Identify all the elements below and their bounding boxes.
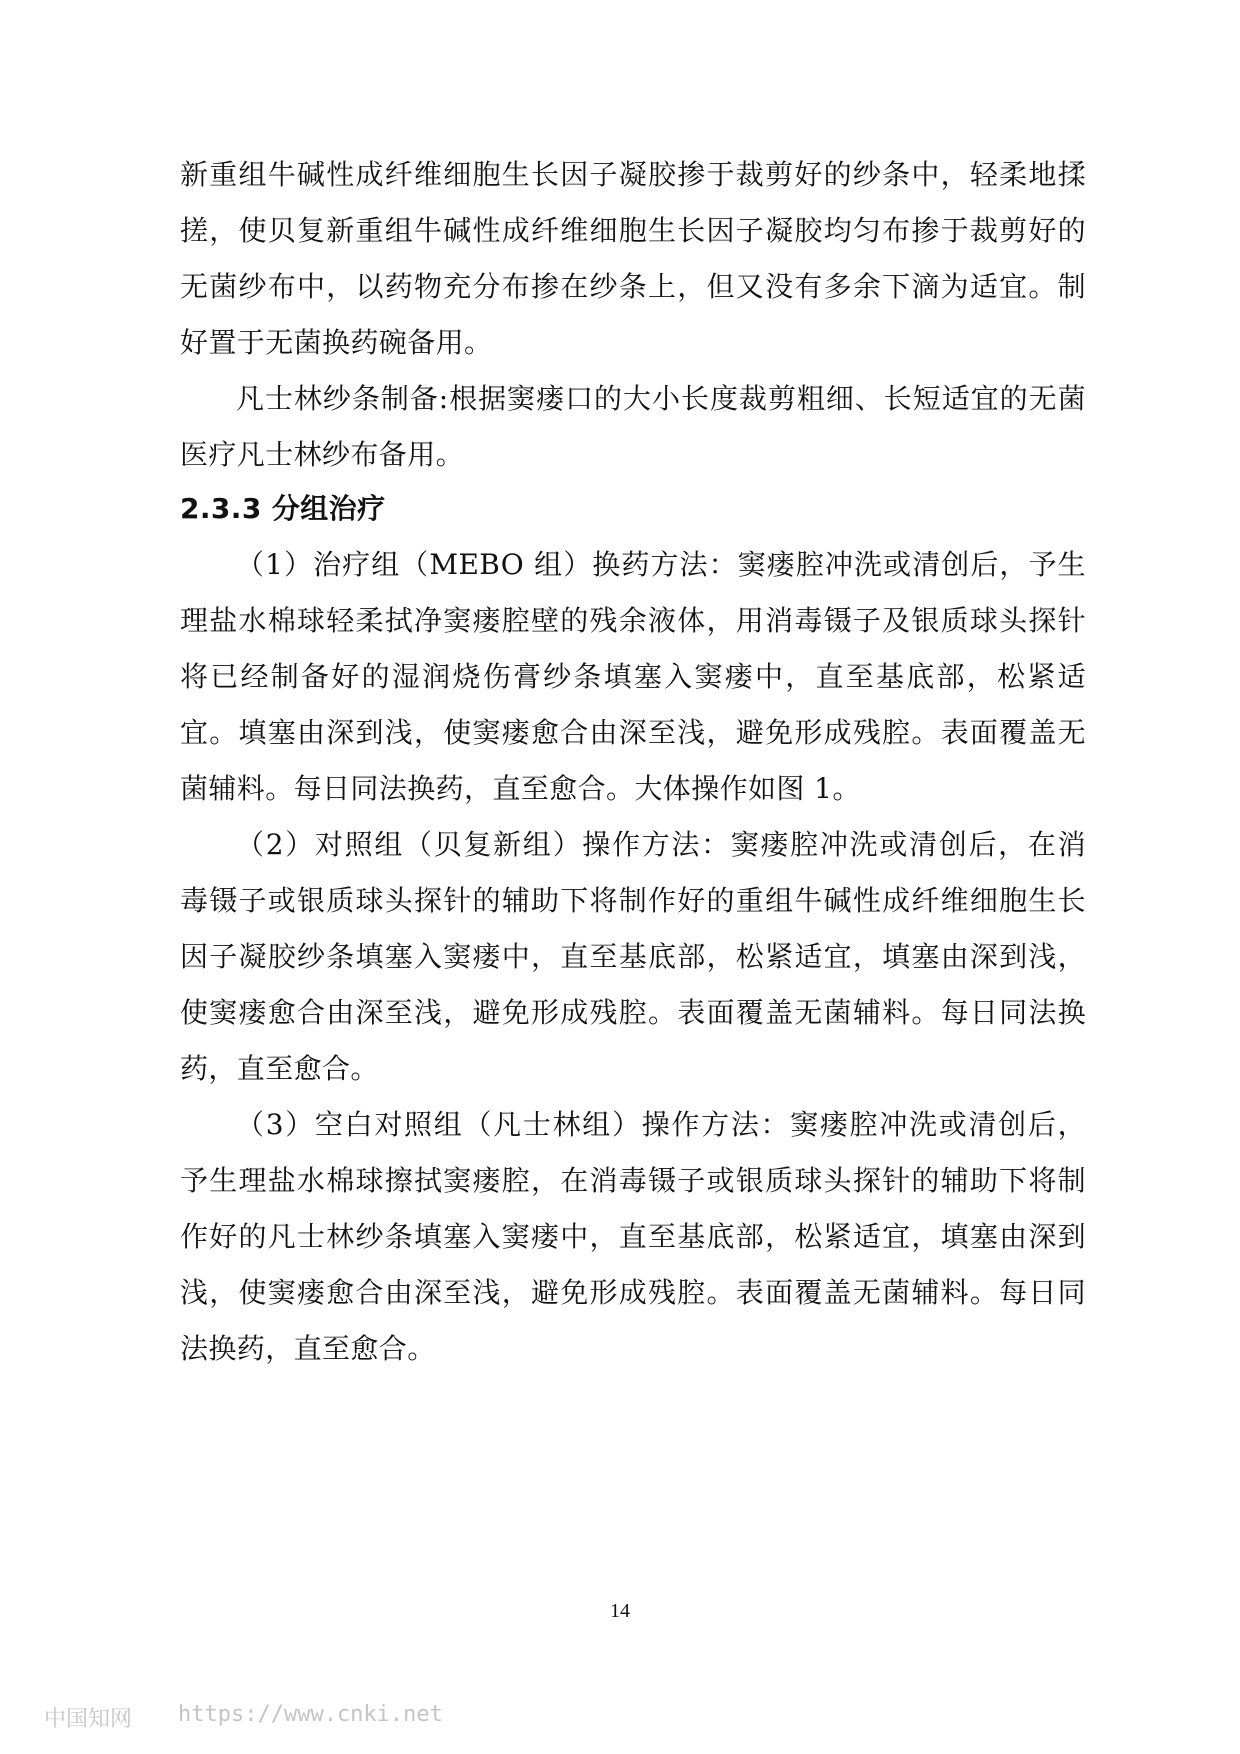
section-heading: 2.3.3 分组治疗 (180, 492, 386, 525)
body-line: （2）对照组（贝复新组）操作方法：窦瘘腔冲洗或清创后，在消 (236, 828, 1086, 861)
body-line: 药，直至愈合。 (180, 1052, 379, 1085)
body-line: 好置于无菌换药碗备用。 (180, 326, 493, 359)
body-line: 医疗凡士林纱布备用。 (180, 438, 465, 471)
body-line: 理盐水棉球轻柔拭净窦瘘腔壁的残余液体，用消毒镊子及银质球头探针 (180, 604, 1086, 637)
body-line: 宜。填塞由深到浅，使窦瘘愈合由深至浅，避免形成残腔。表面覆盖无 (180, 716, 1086, 749)
body-line: 法换药，直至愈合。 (180, 1332, 436, 1365)
body-line: 将已经制备好的湿润烧伤膏纱条填塞入窦瘘中，直至基底部，松紧适 (180, 660, 1086, 693)
body-line: 因子凝胶纱条填塞入窦瘘中，直至基底部，松紧适宜，填塞由深到浅， (180, 940, 1086, 973)
body-line: （3）空白对照组（凡士林组）操作方法：窦瘘腔冲洗或清创后， (236, 1108, 1086, 1141)
body-line: 新重组牛碱性成纤维细胞生长因子凝胶掺于裁剪好的纱条中，轻柔地揉 (180, 158, 1086, 191)
body-line: 使窦瘘愈合由深至浅，避免形成残腔。表面覆盖无菌辅料。每日同法换 (180, 996, 1086, 1029)
body-line: 无菌纱布中，以药物充分布掺在纱条上，但又没有多余下滴为适宜。制 (180, 270, 1086, 303)
body-line: 予生理盐水棉球擦拭窦瘘腔，在消毒镊子或银质球头探针的辅助下将制 (180, 1164, 1086, 1197)
watermark-brand: 中国知网 (44, 1707, 133, 1732)
body-line: 浅，使窦瘘愈合由深至浅，避免形成残腔。表面覆盖无菌辅料。每日同 (180, 1276, 1086, 1309)
page-number: 14 (610, 1600, 630, 1622)
body-line: 毒镊子或银质球头探针的辅助下将制作好的重组牛碱性成纤维细胞生长 (180, 884, 1086, 917)
body-line: 菌辅料。每日同法换药，直至愈合。大体操作如图 1。 (180, 772, 861, 805)
body-line: 搓，使贝复新重组牛碱性成纤维细胞生长因子凝胶均匀布掺于裁剪好的 (180, 214, 1086, 247)
body-line: 作好的凡士林纱条填塞入窦瘘中，直至基底部，松紧适宜，填塞由深到 (180, 1220, 1086, 1253)
watermark-url: https://www.cnki.net (178, 1702, 443, 1727)
body-line: （1）治疗组（MEBO 组）换药方法：窦瘘腔冲洗或清创后，予生 (236, 548, 1086, 581)
body-line: 凡士林纱条制备:根据窦瘘口的大小长度裁剪粗细、长短适宜的无菌 (236, 382, 1086, 415)
